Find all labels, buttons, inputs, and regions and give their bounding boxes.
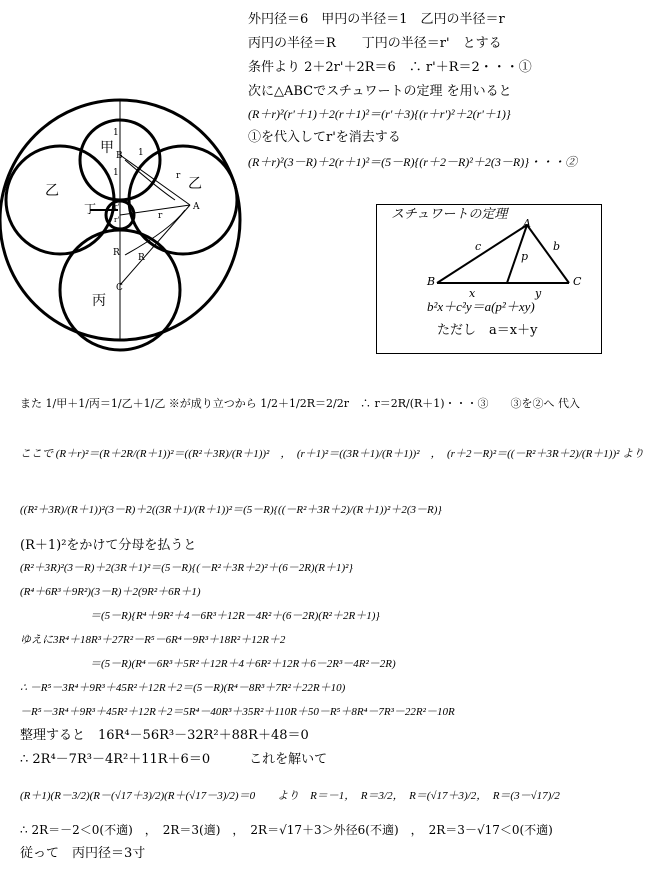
stewart-note: ただし a＝x＋y [437,323,538,338]
stewart-x: x [469,287,476,300]
label-r-top: r [176,171,181,181]
lower-line-13: ∴ 2R⁴－7R³－4R²＋11R＋6＝0 これを解いて [20,752,328,767]
lower-line-7: ＝(5－R){R⁴＋9R²＋4－6R³＋12R－4R²＋(6－2R)(R²＋2R＋1)} [90,610,380,622]
label-hei: 丙 [92,293,106,309]
top-line-2: 丙円の半径＝R 丁円の半径＝r' とする [248,36,502,51]
top-line-3: 条件より 2＋2r'＋2R＝6 ∴ r'＋R＝2・・・① [248,60,532,75]
lower-line-1: また 1/甲＋1/丙＝1/乙＋1/乙 ※が成り立つから 1/2＋1/2R＝2/2r ∴ r＝2R/(R＋1)・・・③ ③を②へ 代入 [20,397,581,410]
top-line-4: 次に△ABCでスチュワートの定理 を用いると [248,84,512,99]
lower-line-8: ゆえに3R⁴＋18R³＋27R²－R⁵－6R⁴－9R³＋18R²＋12R＋2 [20,634,286,646]
label-otsu-right: 乙 [188,176,202,192]
stewart-A: A [523,217,531,230]
top-line-5: (R＋r)²(r'＋1)＋2(r＋1)²＝(r'＋3){(r＋r')²＋2(r'＋1)} [248,107,511,121]
stewart-B: B [427,275,436,288]
circle-otsu-left [6,146,114,254]
lower-line-12: 整理すると 16R⁴－56R³－32R²＋88R＋48＝0 [20,728,309,743]
stewart-C: C [573,275,582,288]
label-1-a: 1 [113,128,119,138]
label-ko: 甲 [100,140,114,156]
lower-line-3: ((R²＋3R)/(R＋1))²(3－R)＋2((3R＋1)/(R＋1))²＝(5－R){((－R²＋3R＋2)/(R＋1))²＋2(3－R)} [20,504,442,516]
label-R-b: R [138,253,145,263]
lower-line-10: ∴ －R⁵－3R⁴＋9R³＋45R²＋12R＋2＝(5－R)(R⁴－8R³＋7R²＋22R＋10) [20,682,346,694]
label-tei: 丁 [84,202,97,216]
lower-line-11: －R⁵－3R⁴＋9R³＋45R²＋12R＋2＝5R⁴－40R³＋35R²＋110R＋50－R⁵＋8R⁴－7R³－22R²－10R [20,706,455,718]
lower-line-5: (R²＋3R)²(3－R)＋2(3R＋1)²＝(5－R){(－R²＋3R＋2)²＋(6－2R)(R＋1)²} [20,562,353,574]
lower-line-9: ＝(5－R)(R⁴－6R³＋5R²＋12R＋4＋6R²＋12R＋6－2R³－4R²－2R) [90,658,396,670]
label-1-b: 1 [138,148,144,158]
stewart-b: b [553,240,561,253]
label-r-mid: r [158,211,163,221]
label-R-a: R [113,248,120,258]
label-C: C [116,283,123,293]
top-line-1: 外円径＝6 甲円の半径＝1 乙円の半径＝r [248,12,505,27]
lower-line-2: ここで (R＋r)²＝(R＋2R/(R＋1))²＝((R²＋3R)/(R＋1))² ， (r＋1)²＝((3R＋1)/(R＋1))² ， (r＋2－R)²＝((－R²＋3R＋2)/(R＋1))² より [20,448,645,460]
stewart-p: p [521,250,529,263]
stewart-box [376,204,602,354]
stewart-title: スチュワートの定理 [391,207,508,222]
label-B: B [116,151,123,161]
stewart-formula: b²x＋c²y＝a(p²＋xy) [427,299,535,314]
stewart-c: c [475,240,482,253]
label-A: A [193,202,200,212]
lower-line-14: (R＋1)(R－3/2)(R－(√17＋3)/2)(R＋(√17－3)/2)＝0 より R＝－1， R＝3/2， R＝(√17＋3)/2， R＝(3－√17)/2 [20,790,560,802]
label-r-small-a: r' [114,203,120,211]
lower-line-16: 従って 丙円径＝3寸 [20,846,146,861]
label-1-c: 1 [113,168,119,178]
label-r-small-b: r' [114,216,120,224]
circle-figure [0,0,250,360]
stewart-y: y [535,287,542,300]
top-line-7: (R＋r)²(3－R)＋2(r＋1)²＝(5－R){(r＋2－R)²＋2(3－R)}・・・② [248,155,578,169]
lower-line-6: (R⁴＋6R³＋9R²)(3－R)＋2(9R²＋6R＋1) [20,586,201,598]
top-line-6: ①を代入してr'を消去する [248,130,401,145]
lower-line-15: ∴ 2R＝－2＜0(不適) ， 2R＝3(適) ， 2R＝√17＋3＞外径6(不適) ， 2R＝3－√17＜0(不適) [20,823,553,837]
lower-line-4: (R＋1)²をかけて分母を払うと [20,538,197,553]
label-otsu-left: 乙 [45,183,59,199]
